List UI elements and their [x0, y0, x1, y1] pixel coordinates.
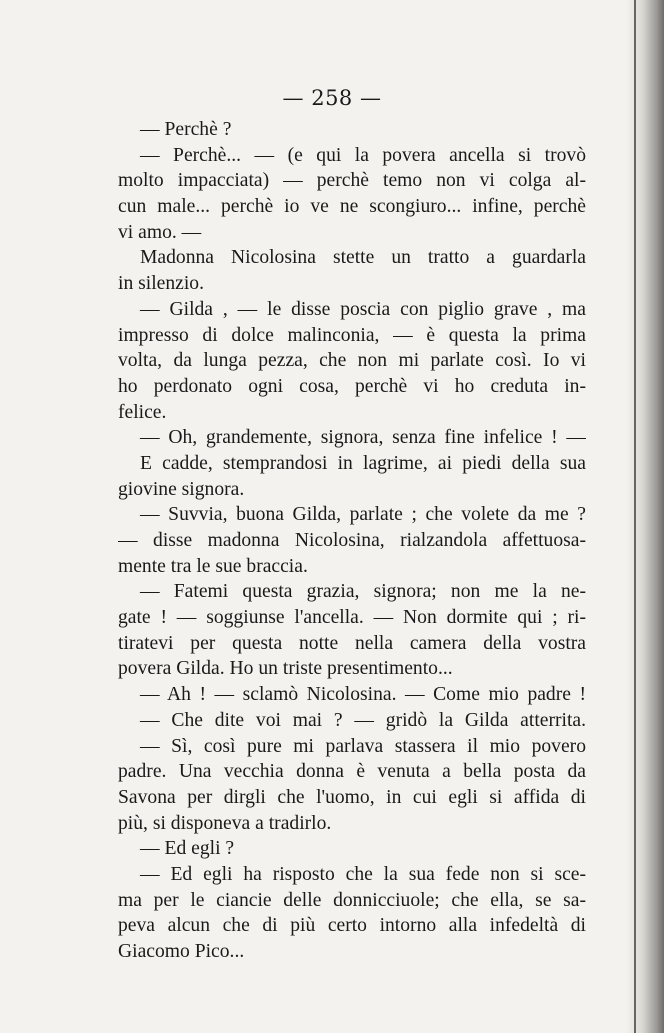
text-line: — disse madonna Nicolosina, rialzandola affettuosa- — [118, 530, 586, 551]
text-line: — Ed egli ha risposto che la sua fede non si sce- — [140, 863, 586, 885]
text-line: — Perchè ? — [140, 119, 232, 140]
text-line: — Oh, grandemente, signora, senza fine infelice ! — — [140, 427, 586, 449]
text-line: — Che dite voi mai ? — gridò la Gilda atterrita. — [140, 709, 586, 731]
text-line: — Ed egli ? — [140, 838, 235, 860]
text-line: in silenzio. — [118, 273, 204, 295]
text-line: padre. Una vecchia donna è venuta a bella posta da — [118, 761, 586, 783]
text-line: più, si disponeva a tradirlo. — [118, 812, 332, 834]
text-line: gate ! — soggiunse l'ancella. — Non dormite qui ; ri- — [118, 607, 586, 629]
text-line: volta, da lunga pezza, che non mi parlate così. Io vi — [118, 350, 586, 372]
text-line: — Sì, così pure mi parlava stassera il mio povero — [140, 735, 586, 757]
text-line: tiratevi per questa notte nella camera della vostra — [118, 632, 586, 654]
text-line: vi amo. — — [118, 221, 202, 243]
text-line: ho perdonato ogni cosa, perchè vi ho creduta in- — [118, 375, 586, 397]
text-line: peva alcun che di più certo intorno alla infedeltà di — [118, 915, 586, 937]
text-line: E cadde, stemprandosi in lagrime, ai piedi della sua — [140, 452, 586, 474]
text-line: molto impacciata) — perchè temo non vi colga al- — [118, 170, 586, 192]
page-edge-line — [634, 0, 636, 1033]
page-number: — 258 — — [282, 86, 382, 110]
text-line: — Fatemi questa grazia, signora; non me la ne- — [140, 581, 586, 603]
text-line: cun male... perchè io ve ne scongiuro... infine, perchè — [118, 196, 586, 218]
text-line: — Ah ! — sclamò Nicolosina. — Come mio padre ! — [140, 684, 586, 706]
body-text — [118, 117, 586, 965]
text-line: — Perchè... — (e qui la povera ancella si trovò — [140, 144, 586, 166]
text-line: mente tra le sue braccia. — [118, 555, 308, 577]
text-line: felice. — [118, 401, 167, 423]
text-line: — Suvvia, buona Gilda, parlate ; che volete da me ? — [140, 504, 586, 526]
text-line: povera Gilda. Ho un triste presentimento... — [118, 658, 453, 680]
text-line: impresso di dolce malinconia, — è questa la prima — [118, 324, 586, 346]
text-line: giovine signora. — [118, 478, 245, 500]
text-line: Savona per dirgli che l'uomo, in cui egli si affida di — [118, 786, 586, 808]
text-line: Madonna Nicolosina stette un tratto a guardarla — [140, 247, 586, 269]
text-line: Giacomo Pico... — [118, 941, 245, 962]
text-line: — Gilda , — le disse poscia con piglio grave , ma — [140, 298, 586, 320]
text-line: ma per le ciancie delle donnicciuole; che ella, se sa- — [118, 889, 586, 911]
